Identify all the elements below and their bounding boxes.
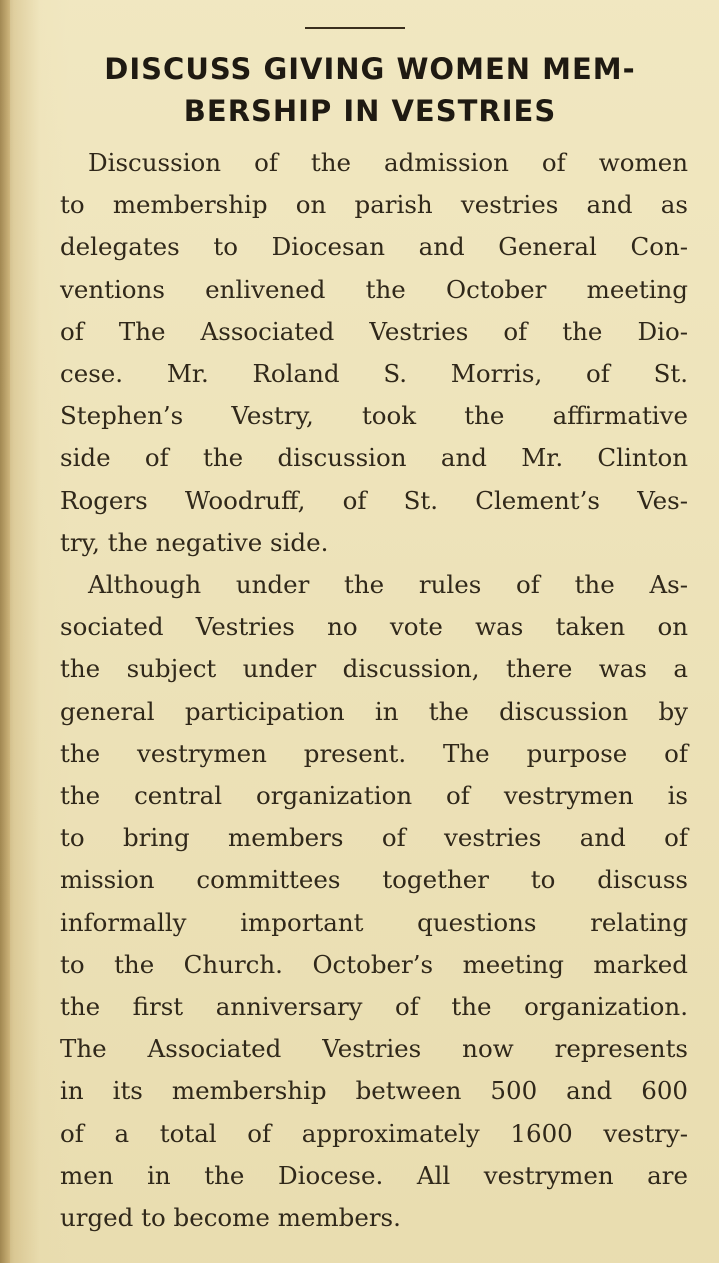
text-line: urged to become members. (60, 1203, 401, 1233)
text-line: cese. Mr. Roland S. Morris, of St. (60, 359, 688, 389)
text-line: Rogers Woodruff, of St. Clement’s Ves- (60, 485, 688, 515)
text-line: to the Church. October’s meeting marked (60, 949, 688, 979)
text-line: Stephen’s Vestry, took the affirmative (60, 401, 688, 431)
text-line: delegates to Diocesan and General Con- (60, 232, 688, 262)
text-line: the first anniversary of the organization. (60, 992, 688, 1022)
text-line: of a total of approximately 1600 vestry- (60, 1118, 688, 1148)
article-body (60, 142, 688, 1239)
text-line: men in the Diocese. All vestrymen are (60, 1160, 688, 1190)
paragraph-1 (60, 142, 688, 564)
text-line: ventions enlivened the October meeting (60, 274, 688, 304)
text-line: side of the discussion and Mr. Clinton (60, 443, 688, 473)
text-line: Discussion of the admission of women (88, 148, 688, 177)
text-line: sociated Vestries no vote was taken on (60, 612, 688, 642)
text-line: the vestrymen present. The purpose of (60, 738, 688, 768)
text-line: to bring members of vestries and of (60, 823, 688, 853)
headline-line: DISCUSS GIVING WOMEN MEM- (104, 52, 636, 86)
headline-line: BERSHIP IN VESTRIES (183, 94, 557, 128)
text-line: to membership on parish vestries and as (60, 190, 688, 220)
binding-edge (0, 0, 10, 1263)
text-line: mission committees together to discuss (60, 865, 688, 895)
text-line: the subject under discussion, there was a (60, 654, 688, 684)
text-line: Although under the rules of the As- (88, 570, 688, 600)
text-line: in its membership between 500 and 600 (60, 1076, 688, 1106)
section-divider-rule (305, 27, 405, 29)
text-line: of The Associated Vestries of the Dio- (60, 316, 688, 346)
text-line: informally important questions relating (60, 907, 688, 937)
text-line: The Associated Vestries now represents (60, 1034, 688, 1064)
paragraph-2 (60, 564, 688, 1239)
text-line: try, the negative side. (60, 527, 329, 557)
text-line: general participation in the discussion by (60, 696, 688, 726)
text-line: the central organization of vestrymen is (60, 781, 688, 811)
article-headline (40, 48, 700, 132)
